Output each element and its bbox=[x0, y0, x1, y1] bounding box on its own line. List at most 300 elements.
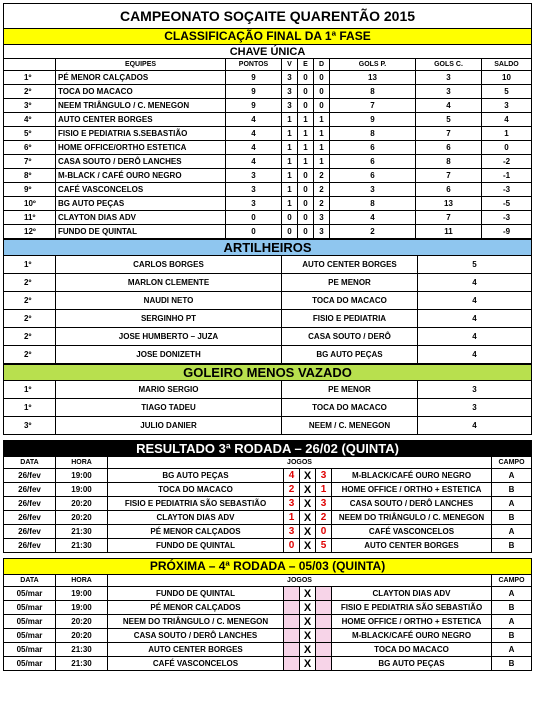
fixture-row bbox=[4, 587, 532, 601]
table-cell: 4 bbox=[226, 155, 282, 169]
table-cell: 0 bbox=[298, 71, 314, 85]
table-cell: A bbox=[492, 469, 532, 483]
table-cell: 1 bbox=[282, 197, 298, 211]
table-cell: 0 bbox=[314, 85, 330, 99]
table-cell: 1 bbox=[298, 141, 314, 155]
table-cell: 2 bbox=[314, 183, 330, 197]
table-cell: 3 bbox=[482, 99, 532, 113]
table-cell: 05/mar bbox=[4, 643, 56, 657]
table-cell: 05/mar bbox=[4, 657, 56, 671]
table-cell: X bbox=[300, 601, 316, 615]
table-cell: CLAYTON DIAS ADV bbox=[332, 587, 492, 601]
table-cell: 3 bbox=[314, 211, 330, 225]
table-cell: NEEM DO TRIÂNGULO / C. MENEGON bbox=[332, 511, 492, 525]
table-cell: 26/fev bbox=[4, 539, 56, 553]
table-cell: X bbox=[300, 469, 316, 483]
table-cell: 4 bbox=[226, 127, 282, 141]
table-cell: 5 bbox=[316, 539, 332, 553]
table-cell: 6 bbox=[416, 183, 482, 197]
table-cell: 1 bbox=[282, 141, 298, 155]
scorer-row bbox=[4, 328, 532, 346]
standings-row bbox=[4, 127, 532, 141]
table-cell: 5 bbox=[482, 85, 532, 99]
table-cell: 12º bbox=[4, 225, 56, 239]
standings-row bbox=[4, 99, 532, 113]
table-cell: NEEM TRIÂNGULO / C. MENEGON bbox=[56, 99, 226, 113]
table-cell: 0 bbox=[298, 211, 314, 225]
table-cell: 7º bbox=[4, 155, 56, 169]
group-label: CHAVE ÚNICA bbox=[4, 45, 532, 59]
table-cell: 10º bbox=[4, 197, 56, 211]
table-cell: 19:00 bbox=[56, 469, 108, 483]
fixture-row bbox=[4, 629, 532, 643]
table-cell: HOME OFFICE / ORTHO + ESTETICA bbox=[332, 615, 492, 629]
table-cell: X bbox=[300, 539, 316, 553]
table-cell: X bbox=[300, 525, 316, 539]
standings-row bbox=[4, 155, 532, 169]
table-cell: -2 bbox=[482, 155, 532, 169]
table-cell: JOSE HUMBERTO – JUZA bbox=[56, 328, 282, 346]
blank-cell bbox=[316, 657, 332, 671]
keepers-heading: GOLEIRO MENOS VAZADO bbox=[4, 365, 532, 381]
table-cell: TIAGO TADEU bbox=[56, 399, 282, 417]
table-cell: JOSE DONIZETH bbox=[56, 346, 282, 364]
table-cell: 1 bbox=[282, 113, 298, 127]
table-cell: 1 bbox=[482, 127, 532, 141]
table-cell: 5º bbox=[4, 127, 56, 141]
table-cell: 3 bbox=[416, 85, 482, 99]
table-cell: 4 bbox=[418, 274, 532, 292]
blank-cell bbox=[316, 643, 332, 657]
table-cell: 4 bbox=[418, 310, 532, 328]
table-cell: 8 bbox=[416, 155, 482, 169]
table-cell: 20:20 bbox=[56, 497, 108, 511]
table-cell: 4 bbox=[284, 469, 300, 483]
table-cell: TOCA DO MACACO bbox=[56, 85, 226, 99]
table-cell: 10 bbox=[482, 71, 532, 85]
table-cell: CASA SOUTO / DERÔ bbox=[282, 328, 418, 346]
table-cell: A bbox=[492, 643, 532, 657]
standings-sheet bbox=[3, 3, 531, 671]
table-cell: B bbox=[492, 483, 532, 497]
table-cell: 05/mar bbox=[4, 587, 56, 601]
table-cell: 19:00 bbox=[56, 587, 108, 601]
table-cell: 4 bbox=[416, 99, 482, 113]
scorer-row bbox=[4, 292, 532, 310]
table-cell: FISIO E PEDIATRIA bbox=[282, 310, 418, 328]
table-cell: 9 bbox=[226, 85, 282, 99]
table-cell: 11º bbox=[4, 211, 56, 225]
table-cell: BG AUTO PEÇAS bbox=[332, 657, 492, 671]
table-cell: 2º bbox=[4, 328, 56, 346]
rank-header bbox=[4, 59, 56, 71]
standings-row bbox=[4, 71, 532, 85]
table-cell: 1 bbox=[298, 127, 314, 141]
table-cell: FISIO E PEDIATRIA SÃO SEBASTIÃO bbox=[332, 601, 492, 615]
table-cell: A bbox=[492, 615, 532, 629]
table-cell: 9º bbox=[4, 183, 56, 197]
table-cell: 3 bbox=[226, 183, 282, 197]
table-cell: -3 bbox=[482, 183, 532, 197]
table-cell: 9 bbox=[330, 113, 416, 127]
standings-row bbox=[4, 183, 532, 197]
table-cell: 4 bbox=[330, 211, 416, 225]
table-cell: X bbox=[300, 615, 316, 629]
blank-cell bbox=[284, 615, 300, 629]
classification-header-row bbox=[4, 59, 532, 71]
table-cell: M-BLACK/CAFÉ OURO NEGRO bbox=[332, 629, 492, 643]
fixture-row bbox=[4, 615, 532, 629]
classification-body bbox=[4, 71, 532, 239]
blank-cell bbox=[284, 587, 300, 601]
table-cell: 5 bbox=[418, 256, 532, 274]
table-cell: 1 bbox=[314, 141, 330, 155]
table-cell: 21:30 bbox=[56, 657, 108, 671]
table-cell: CLAYTON DIAS ADV bbox=[108, 511, 284, 525]
table-cell: X bbox=[300, 483, 316, 497]
keeper-row bbox=[4, 417, 532, 435]
table-cell: 2 bbox=[284, 483, 300, 497]
table-cell: 20:20 bbox=[56, 629, 108, 643]
table-cell: 5 bbox=[416, 113, 482, 127]
table-cell: 2º bbox=[4, 274, 56, 292]
table-cell: AUTO CENTER BORGES bbox=[332, 539, 492, 553]
table-cell: TOCA DO MACACO bbox=[282, 399, 418, 417]
table-cell: 26/fev bbox=[4, 525, 56, 539]
scorer-row bbox=[4, 310, 532, 328]
table-cell: 4 bbox=[418, 346, 532, 364]
table-cell: PE MENOR bbox=[282, 381, 418, 399]
table-cell: 11 bbox=[416, 225, 482, 239]
column-header: SALDO bbox=[482, 59, 532, 71]
table-cell: 0 bbox=[282, 211, 298, 225]
table-cell: 19:00 bbox=[56, 483, 108, 497]
result-row bbox=[4, 525, 532, 539]
table-cell: NAUDI NETO bbox=[56, 292, 282, 310]
table-cell: 0 bbox=[298, 225, 314, 239]
table-cell: X bbox=[300, 629, 316, 643]
table-cell: 6 bbox=[416, 141, 482, 155]
table-cell: 2º bbox=[4, 310, 56, 328]
table-cell: 6 bbox=[330, 141, 416, 155]
date-header: DATA bbox=[4, 457, 56, 469]
table-cell: X bbox=[300, 497, 316, 511]
standings-row bbox=[4, 85, 532, 99]
table-cell: 4 bbox=[226, 113, 282, 127]
table-cell: B bbox=[492, 601, 532, 615]
table-cell: 1º bbox=[4, 399, 56, 417]
table-cell: 8 bbox=[330, 197, 416, 211]
table-cell: 0 bbox=[298, 197, 314, 211]
table-cell: MARIO SERGIO bbox=[56, 381, 282, 399]
table-cell: 3 bbox=[282, 99, 298, 113]
table-cell: 7 bbox=[416, 127, 482, 141]
results-heading: RESULTADO 3ª RODADA – 26/02 (QUINTA) bbox=[4, 441, 532, 457]
table-cell: CAFÉ VASCONCELOS bbox=[56, 183, 226, 197]
table-cell: 3 bbox=[282, 85, 298, 99]
blank-cell bbox=[284, 601, 300, 615]
table-cell: 3 bbox=[284, 497, 300, 511]
table-cell: 1 bbox=[316, 483, 332, 497]
column-header: PONTOS bbox=[226, 59, 282, 71]
field-header: CAMPO bbox=[492, 457, 532, 469]
table-cell: PÉ MENOR CALÇADOS bbox=[56, 71, 226, 85]
table-cell: 7 bbox=[416, 169, 482, 183]
table-cell: 0 bbox=[282, 225, 298, 239]
table-cell: 3 bbox=[418, 381, 532, 399]
table-cell: JULIO DANIER bbox=[56, 417, 282, 435]
blank-cell bbox=[316, 587, 332, 601]
table-cell: PE MENOR bbox=[282, 274, 418, 292]
column-header: D bbox=[314, 59, 330, 71]
result-row bbox=[4, 511, 532, 525]
table-cell: X bbox=[300, 511, 316, 525]
table-cell: CAFÉ VASCONCELOS bbox=[332, 525, 492, 539]
table-cell: HOME OFFICE/ORTHO ESTETICA bbox=[56, 141, 226, 155]
blank-cell bbox=[284, 629, 300, 643]
table-cell: B bbox=[492, 539, 532, 553]
next-round-heading: PRÓXIMA – 4ª RODADA – 05/03 (QUINTA) bbox=[4, 559, 532, 575]
table-cell: 0 bbox=[226, 211, 282, 225]
table-cell: 2º bbox=[4, 292, 56, 310]
standings-row bbox=[4, 197, 532, 211]
table-cell: BG AUTO PEÇAS bbox=[108, 469, 284, 483]
table-cell: 6º bbox=[4, 141, 56, 155]
table-cell: CASA SOUTO / DERÔ LANCHES bbox=[332, 497, 492, 511]
standings-row bbox=[4, 169, 532, 183]
table-cell: 1 bbox=[298, 113, 314, 127]
table-cell: 4º bbox=[4, 113, 56, 127]
table-cell: 3º bbox=[4, 417, 56, 435]
table-cell: SERGINHO PT bbox=[56, 310, 282, 328]
games-header: JOGOS bbox=[108, 457, 492, 469]
keeper-row bbox=[4, 381, 532, 399]
table-cell: CARLOS BORGES bbox=[56, 256, 282, 274]
table-cell: 3 bbox=[330, 183, 416, 197]
classification-heading: CLASSIFICAÇÃO FINAL DA 1ª FASE bbox=[4, 29, 532, 45]
table-cell: NEEM DO TRIÂNGULO / C. MENEGON bbox=[108, 615, 284, 629]
column-header: GOLS P. bbox=[330, 59, 416, 71]
table-cell: 0 bbox=[482, 141, 532, 155]
table-cell: 8 bbox=[330, 127, 416, 141]
table-cell: FISIO E PEDIATRIA S.SEBASTIÃO bbox=[56, 127, 226, 141]
table-cell: TOCA DO MACACO bbox=[108, 483, 284, 497]
time-header: HORA bbox=[56, 457, 108, 469]
table-cell: 1º bbox=[4, 381, 56, 399]
table-cell: AUTO CENTER BORGES bbox=[56, 113, 226, 127]
table-cell: -3 bbox=[482, 211, 532, 225]
table-cell: 1 bbox=[314, 155, 330, 169]
table-cell: 0 bbox=[316, 525, 332, 539]
keepers-table bbox=[3, 364, 532, 440]
table-cell: 2º bbox=[4, 346, 56, 364]
table-cell: 8º bbox=[4, 169, 56, 183]
blank-cell bbox=[284, 657, 300, 671]
table-cell: -1 bbox=[482, 169, 532, 183]
standings-row bbox=[4, 141, 532, 155]
table-cell: 21:30 bbox=[56, 539, 108, 553]
table-cell: 0 bbox=[298, 85, 314, 99]
table-cell: M-BLACK / CAFÉ OURO NEGRO bbox=[56, 169, 226, 183]
table-cell: CAFÉ VASCONCELOS bbox=[108, 657, 284, 671]
column-header: GOLS C. bbox=[416, 59, 482, 71]
results-table bbox=[3, 440, 532, 558]
games-header: JOGOS bbox=[108, 575, 492, 587]
table-cell: 9 bbox=[226, 71, 282, 85]
scorer-row bbox=[4, 346, 532, 364]
standings-row bbox=[4, 113, 532, 127]
table-cell: 1 bbox=[314, 127, 330, 141]
table-cell: BG AUTO PEÇAS bbox=[56, 197, 226, 211]
standings-row bbox=[4, 211, 532, 225]
table-cell: B bbox=[492, 657, 532, 671]
table-cell: 4 bbox=[482, 113, 532, 127]
result-row bbox=[4, 483, 532, 497]
table-cell: 3 bbox=[316, 497, 332, 511]
table-cell: MARLON CLEMENTE bbox=[56, 274, 282, 292]
table-cell: 2 bbox=[314, 197, 330, 211]
table-cell: 20:20 bbox=[56, 615, 108, 629]
table-cell: B bbox=[492, 629, 532, 643]
fixture-row bbox=[4, 657, 532, 671]
table-cell: X bbox=[300, 587, 316, 601]
scorer-row bbox=[4, 256, 532, 274]
scorer-row bbox=[4, 274, 532, 292]
blank-cell bbox=[316, 629, 332, 643]
table-cell: X bbox=[300, 643, 316, 657]
table-cell: AUTO CENTER BORGES bbox=[282, 256, 418, 274]
table-cell: -5 bbox=[482, 197, 532, 211]
table-cell: 4 bbox=[418, 328, 532, 346]
table-cell: 3 bbox=[226, 169, 282, 183]
table-cell: 2º bbox=[4, 85, 56, 99]
table-cell: 05/mar bbox=[4, 601, 56, 615]
table-cell: 13 bbox=[416, 197, 482, 211]
table-cell: A bbox=[492, 497, 532, 511]
table-cell: 0 bbox=[226, 225, 282, 239]
table-cell: 21:30 bbox=[56, 643, 108, 657]
scorers-table bbox=[3, 239, 532, 364]
table-cell: A bbox=[492, 525, 532, 539]
table-cell: -9 bbox=[482, 225, 532, 239]
table-cell: 20:20 bbox=[56, 511, 108, 525]
table-cell: FISIO E PEDIATRIA SÃO SEBASTIÃO bbox=[108, 497, 284, 511]
table-cell: 0 bbox=[284, 539, 300, 553]
table-cell: 1 bbox=[282, 155, 298, 169]
table-cell: 1 bbox=[282, 127, 298, 141]
table-cell: 0 bbox=[314, 71, 330, 85]
table-cell: NEEM / C. MENEGON bbox=[282, 417, 418, 435]
table-cell: 6 bbox=[330, 155, 416, 169]
table-cell: 1 bbox=[298, 155, 314, 169]
page-title: CAMPEONATO SOÇAITE QUARENTÃO 2015 bbox=[4, 4, 532, 29]
table-cell: 3 bbox=[418, 399, 532, 417]
result-row bbox=[4, 497, 532, 511]
table-cell: 0 bbox=[314, 99, 330, 113]
table-cell: FUNDO DE QUINTAL bbox=[108, 587, 284, 601]
table-cell: PÉ MENOR CALÇADOS bbox=[108, 601, 284, 615]
time-header: HORA bbox=[56, 575, 108, 587]
column-header: V bbox=[282, 59, 298, 71]
next-round-table bbox=[3, 558, 532, 671]
table-cell: A bbox=[492, 587, 532, 601]
table-cell: 13 bbox=[330, 71, 416, 85]
fixture-row bbox=[4, 643, 532, 657]
table-cell: 0 bbox=[298, 99, 314, 113]
table-cell: 05/mar bbox=[4, 615, 56, 629]
table-cell: 3 bbox=[316, 469, 332, 483]
column-header: E bbox=[298, 59, 314, 71]
table-cell: 0 bbox=[298, 169, 314, 183]
table-cell: 3 bbox=[226, 197, 282, 211]
column-header: EQUIPES bbox=[56, 59, 226, 71]
table-cell: 26/fev bbox=[4, 497, 56, 511]
fixture-row bbox=[4, 601, 532, 615]
date-header: DATA bbox=[4, 575, 56, 587]
table-cell: HOME OFFICE / ORTHO + ESTETICA bbox=[332, 483, 492, 497]
table-cell: 0 bbox=[298, 183, 314, 197]
table-cell: 7 bbox=[416, 211, 482, 225]
table-cell: 1 bbox=[282, 169, 298, 183]
table-cell: X bbox=[300, 657, 316, 671]
table-cell: 26/fev bbox=[4, 469, 56, 483]
blank-cell bbox=[316, 615, 332, 629]
table-cell: 3 bbox=[314, 225, 330, 239]
blank-cell bbox=[284, 643, 300, 657]
table-cell: 1 bbox=[284, 511, 300, 525]
result-row bbox=[4, 469, 532, 483]
field-header: CAMPO bbox=[492, 575, 532, 587]
table-cell: 05/mar bbox=[4, 629, 56, 643]
table-cell: FUNDO DE QUINTAL bbox=[108, 539, 284, 553]
table-cell: 1 bbox=[314, 113, 330, 127]
table-cell: B bbox=[492, 511, 532, 525]
table-cell: PÉ MENOR CALÇADOS bbox=[108, 525, 284, 539]
standings-row bbox=[4, 225, 532, 239]
table-cell: 9 bbox=[226, 99, 282, 113]
table-cell: 4 bbox=[418, 292, 532, 310]
table-cell: 4 bbox=[418, 417, 532, 435]
table-cell: 1º bbox=[4, 256, 56, 274]
table-cell: 3 bbox=[282, 71, 298, 85]
classification-table bbox=[3, 3, 532, 239]
table-cell: CLAYTON DIAS ADV bbox=[56, 211, 226, 225]
table-cell: CASA SOUTO / DERÔ LANCHES bbox=[56, 155, 226, 169]
table-cell: 2 bbox=[316, 511, 332, 525]
table-cell: TOCA DO MACACO bbox=[332, 643, 492, 657]
table-cell: 2 bbox=[314, 169, 330, 183]
table-cell: 2 bbox=[330, 225, 416, 239]
table-cell: FUNDO DE QUINTAL bbox=[56, 225, 226, 239]
table-cell: 1 bbox=[282, 183, 298, 197]
blank-cell bbox=[316, 601, 332, 615]
keeper-row bbox=[4, 399, 532, 417]
table-cell: 4 bbox=[226, 141, 282, 155]
table-cell: 3 bbox=[416, 71, 482, 85]
table-cell: 26/fev bbox=[4, 483, 56, 497]
table-cell: 6 bbox=[330, 169, 416, 183]
table-cell: M-BLACK/CAFÉ OURO NEGRO bbox=[332, 469, 492, 483]
table-cell: 8 bbox=[330, 85, 416, 99]
scorers-heading: ARTILHEIROS bbox=[4, 240, 532, 256]
table-cell: 19:00 bbox=[56, 601, 108, 615]
table-cell: 3 bbox=[284, 525, 300, 539]
table-cell: 21:30 bbox=[56, 525, 108, 539]
table-cell: 1º bbox=[4, 71, 56, 85]
table-cell: 7 bbox=[330, 99, 416, 113]
table-cell: 3º bbox=[4, 99, 56, 113]
result-row bbox=[4, 539, 532, 553]
